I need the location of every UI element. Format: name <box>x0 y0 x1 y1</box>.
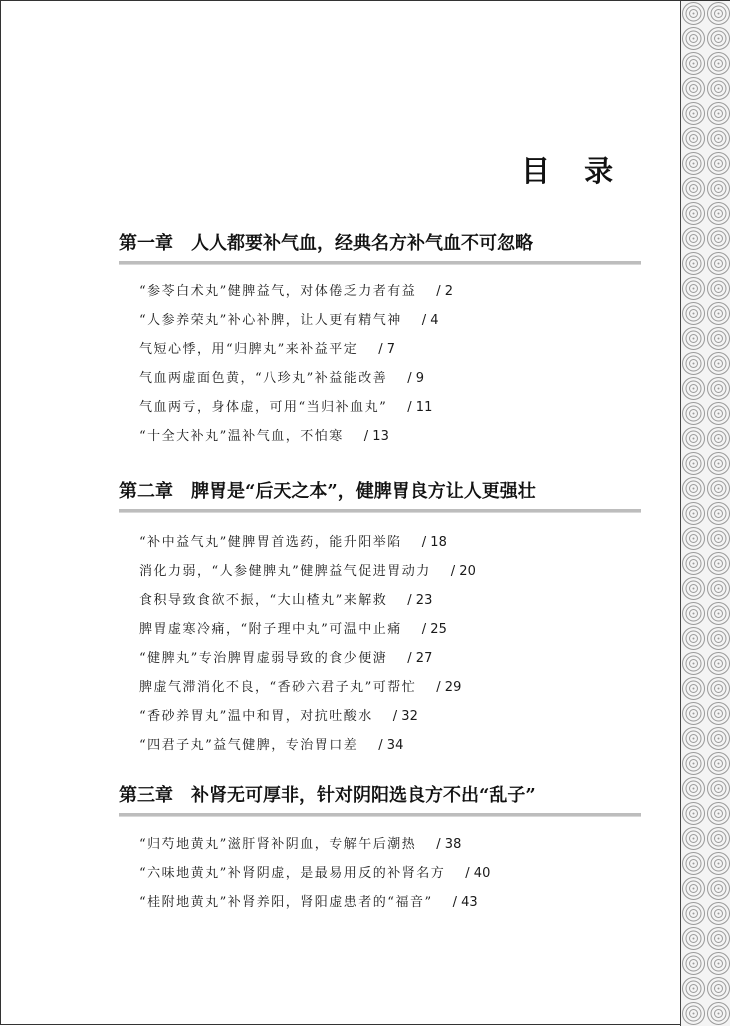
page-number: / 11 <box>407 400 433 415</box>
entry-title: “补中益气丸”健脾胃首选药，能升阳举陷 <box>139 535 402 550</box>
toc-entry[interactable] <box>119 615 641 644</box>
page-number: / 4 <box>421 313 439 328</box>
entry-title: “归芍地黄丸”滋肝肾补阴血，专解午后潮热 <box>139 837 417 852</box>
chapter-section <box>119 477 641 760</box>
toc-entry[interactable] <box>119 557 641 586</box>
page-number: / 32 <box>392 709 418 724</box>
entry-title: 气短心悸，用“归脾丸”来补益平定 <box>139 342 359 357</box>
toc-entry[interactable] <box>119 364 641 393</box>
decorative-spiral-border <box>680 1 730 1026</box>
toc-entry[interactable] <box>119 335 641 364</box>
toc-entry[interactable] <box>119 859 641 888</box>
page-number: / 23 <box>407 593 433 608</box>
page-number: / 29 <box>436 680 462 695</box>
page-number: / 34 <box>378 738 404 753</box>
entry-title: 气血两虚面色黄，“八珍丸”补益能改善 <box>139 371 388 386</box>
chapter-section <box>119 781 641 917</box>
entry-title: “参苓白术丸”健脾益气，对体倦乏力者有益 <box>139 284 417 299</box>
page-number: / 13 <box>363 429 389 444</box>
entry-list <box>119 277 641 451</box>
chapter-heading[interactable]: 第二章 脾胃是“后天之本”，健脾胃良方让人更强壮 <box>119 481 536 502</box>
page-number: / 38 <box>436 837 462 852</box>
entry-title: “桂附地黄丸”补肾养阳，肾阳虚患者的“福音” <box>139 895 433 910</box>
toc-entry[interactable] <box>119 673 641 702</box>
chapter-heading[interactable]: 第三章 补肾无可厚非，针对阴阳选良方不出“乱子” <box>119 785 536 806</box>
toc-entry[interactable] <box>119 644 641 673</box>
entry-title: “香砂养胃丸”温中和胃，对抗吐酸水 <box>139 709 373 724</box>
spiral-pattern-icon <box>681 1 730 1026</box>
entry-title: 气血两亏，身体虚，可用“当归补血丸” <box>139 400 388 415</box>
page-number: / 2 <box>436 284 454 299</box>
entry-title: “健脾丸”专治脾胃虚弱导致的食少便溏 <box>139 651 388 666</box>
entry-title: “四君子丸”益气健脾，专治胃口差 <box>139 738 359 753</box>
chapter-heading[interactable]: 第一章 人人都要补气血，经典名方补气血不可忽略 <box>119 233 533 254</box>
entry-list <box>119 830 641 917</box>
entry-title: “六味地黄丸”补肾阴虚，是最易用反的补肾名方 <box>139 866 446 881</box>
toc-entry[interactable] <box>119 528 641 557</box>
entry-title: 脾虚气滞消化不良，“香砂六君子丸”可帮忙 <box>139 680 417 695</box>
page-number: / 18 <box>421 535 447 550</box>
toc-entry[interactable] <box>119 586 641 615</box>
page-number: / 20 <box>450 564 476 579</box>
page-number: / 27 <box>407 651 433 666</box>
toc-entry[interactable] <box>119 306 641 335</box>
entry-list <box>119 528 641 760</box>
toc-entry[interactable] <box>119 277 641 306</box>
toc-entry[interactable] <box>119 393 641 422</box>
entry-title: 脾胃虚寒冷痛，“附子理中丸”可温中止痛 <box>139 622 402 637</box>
toc-entry[interactable] <box>119 702 641 731</box>
chapter-divider <box>119 261 641 265</box>
page-number: / 40 <box>465 866 491 881</box>
toc-entry[interactable] <box>119 888 641 917</box>
page-number: / 43 <box>452 895 478 910</box>
toc-entry[interactable] <box>119 731 641 760</box>
toc-entry[interactable] <box>119 422 641 451</box>
toc-entry[interactable] <box>119 830 641 859</box>
page-title: 目 录 <box>521 154 626 188</box>
chapter-divider <box>119 509 641 513</box>
chapter-divider <box>119 813 641 817</box>
entry-title: 食积导致食欲不振，“大山楂丸”来解救 <box>139 593 388 608</box>
page-number: / 7 <box>378 342 396 357</box>
chapter-section <box>119 229 641 451</box>
page-number: / 25 <box>421 622 447 637</box>
entry-title: “十全大补丸”温补气血，不怕寒 <box>139 429 344 444</box>
entry-title: “人参养荣丸”补心补脾，让人更有精气神 <box>139 313 402 328</box>
entry-title: 消化力弱，“人参健脾丸”健脾益气促进胃动力 <box>139 564 431 579</box>
page-number: / 9 <box>407 371 425 386</box>
